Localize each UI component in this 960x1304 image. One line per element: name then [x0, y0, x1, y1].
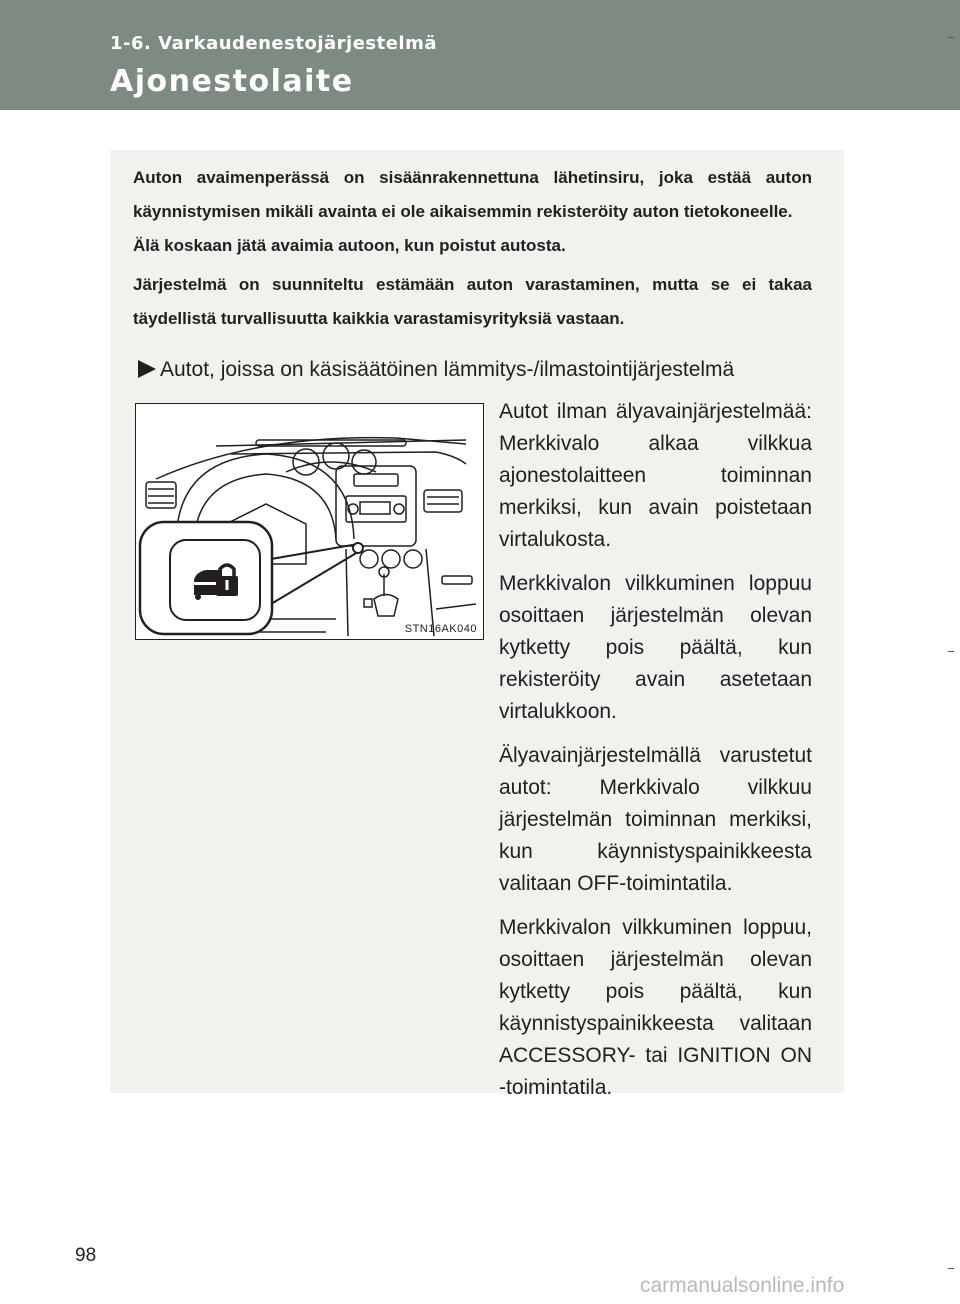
body-paragraph: Merkkivalon vilkkuminen loppuu osoittaen järjestelmän olevan kytketty pois päältä, kun rekisteröity avain asetetaan virtalukkoon. [499, 572, 812, 723]
margin-tick [948, 37, 954, 38]
page-title: Ajonestolaite [110, 64, 354, 99]
dashboard-drawing [136, 404, 483, 639]
dashboard-illustration [135, 403, 484, 640]
body-paragraph: Autot ilman älyavainjärjestelmää: Merkkivalo alkaa vilkkua ajonestolaitteen toiminnan merkiksi, kun avain poistetaan virtalukosta. [499, 400, 812, 551]
intro-warning: Älä koskaan jätä avaimia autoon, kun poistut autosta. [133, 236, 566, 255]
body-paragraph: Merkkivalon vilkkuminen loppuu, osoittaen järjestelmän olevan kytketty pois päältä, kun käynnistyspainikkeesta valitaan ACCESSORY- tai IGNITION ON -toimintatila. [499, 916, 812, 1099]
intro-paragraph: Auton avaimenperässä on sisäänrakennettuna lähetinsiru, joka estää auton käynnistymisen mikäli avainta ei ole aikaisemmin rekisteröity auton tietokoneelle. [133, 168, 812, 221]
chapter-header [0, 0, 960, 110]
watermark: carmanualsonline.info [640, 1274, 845, 1297]
section-label: 1-6. Varkaudenestojärjestelmä [110, 33, 437, 54]
subheading [138, 358, 734, 382]
body-paragraph: Älyavainjärjestelmällä varustetut autot: Merkkivalo vilkkuu järjestelmän toiminnan merkiksi, kun käynnistyspainikkeesta valitaan OFF-toimintatila. [499, 744, 812, 895]
triangle-bullet-icon [138, 360, 156, 378]
page-number: 98 [75, 1245, 97, 1266]
intro-paragraph: Järjestelmä on suunniteltu estämään auton varastaminen, mutta se ei takaa täydellistä turvallisuutta kaikkia varastamisyrityksiä vastaan. [133, 275, 812, 328]
subheading-text: Autot, joissa on käsisäätöinen lämmitys-/ilmastointijärjestelmä [160, 358, 735, 381]
margin-tick [948, 651, 954, 652]
intro-text [133, 161, 812, 336]
margin-tick [948, 1268, 954, 1269]
body-text [499, 396, 812, 1116]
figure-code: STN16AK040 [404, 623, 477, 635]
